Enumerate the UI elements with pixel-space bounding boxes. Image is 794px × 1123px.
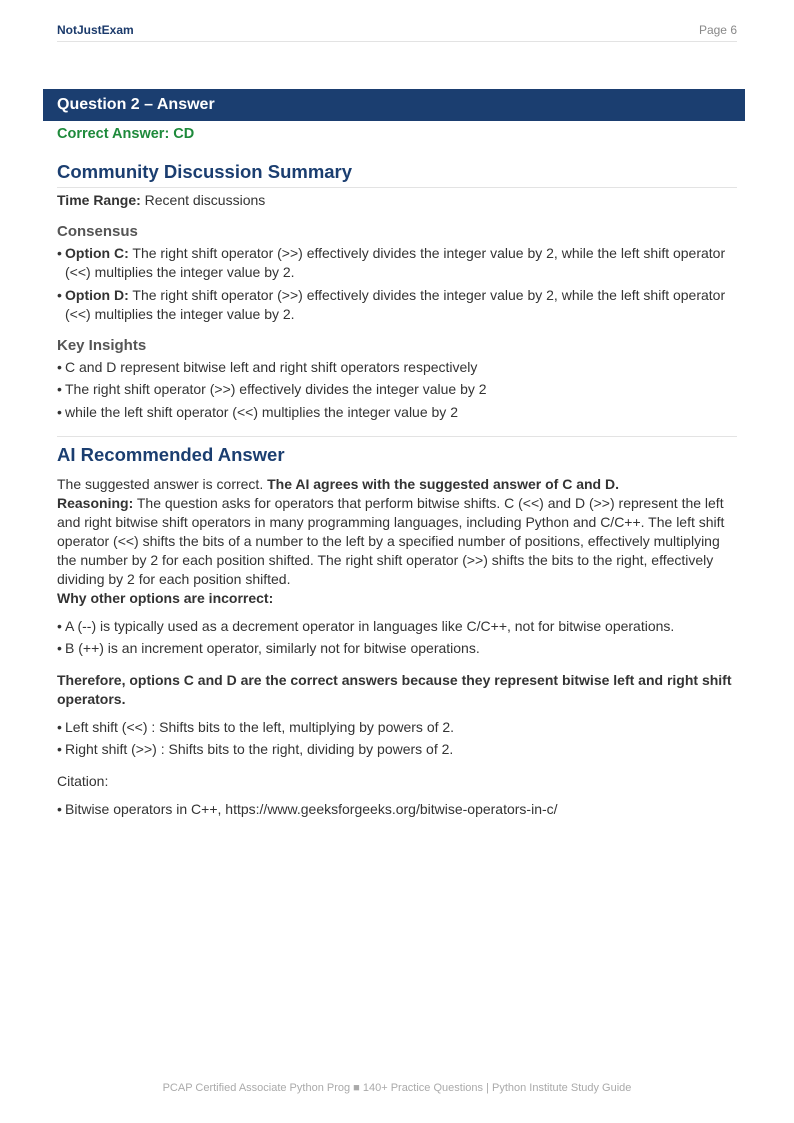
consensus-option-text: The right shift operator (>>) effectively divides the integer value by 2, while the left shift operator (<<) multiplies the integer value by 2.	[65, 245, 726, 280]
community-summary-title: Community Discussion Summary	[57, 161, 737, 188]
insight-item: • The right shift operator (>>) effectively divides the integer value by 2	[57, 380, 737, 399]
incorrect-option-item: • B (++) is an increment operator, similarly not for bitwise operations.	[57, 639, 737, 658]
why-incorrect-title	[57, 589, 737, 608]
citation-item: • Bitwise operators in C++, https://www.geeksforgeeks.org/bitwise-operators-in-c/	[57, 800, 737, 819]
spacer	[57, 608, 737, 617]
ai-intro	[57, 475, 737, 494]
ai-intro-bold: The AI agrees with the suggested answer of C and D.	[267, 475, 619, 492]
brand-name: NotJustExam	[57, 23, 134, 37]
conclusion	[57, 671, 737, 709]
consensus-item	[57, 286, 737, 324]
reasoning-label: Reasoning:	[57, 494, 134, 511]
shift-operator-item: • Right shift (>>) : Shifts bits to the right, dividing by powers of 2.	[57, 740, 737, 759]
page-content	[57, 124, 737, 822]
shift-operator-item: • Left shift (<<) : Shifts bits to the left, multiplying by powers of 2.	[57, 718, 737, 737]
consensus-option-text: The right shift operator (>>) effectively divides the integer value by 2, while the left shift operator (<<) multiplies the integer value by 2.	[65, 286, 726, 322]
why-incorrect-label: Why other options are incorrect:	[57, 589, 274, 606]
insight-item: • C and D represent bitwise left and right shift operators respectively	[57, 358, 737, 377]
page-number: Page 6	[698, 23, 737, 37]
key-insights-title: Key Insights	[57, 336, 147, 354]
spacer	[57, 709, 737, 718]
consensus-option-label: Option C:	[65, 245, 129, 261]
ai-answer-title: AI Recommended Answer	[57, 443, 285, 465]
page-header	[57, 22, 737, 42]
consensus-item	[57, 244, 737, 282]
consensus-title: Consensus	[57, 223, 138, 240]
time-range-label: Time Range:	[57, 192, 141, 208]
spacer	[57, 662, 737, 671]
section-divider	[57, 436, 737, 437]
incorrect-option-item: • A (--) is typically used as a decrement operator in languages like C/C++, not for bitwise operations.	[57, 617, 737, 636]
ai-intro-text: The suggested answer is correct.	[57, 475, 264, 492]
spacer	[57, 763, 737, 772]
conclusion-text: Therefore, options C and D are the correct answers because they represent bitwise left and right shift operators.	[57, 671, 732, 707]
citation-label: Citation:	[57, 772, 109, 789]
reasoning-text: The question asks for operators that perform bitwise shifts. C (<<) and D (>>) represent the left and right bitwise shift operators in many programming languages, including Python and C/C++. The left shift operator (<<) shifts the bits of a number to the left by a specified number of positions, effectively multiplying the number by 2 for each position shifted. The right shift operator (>>) shifts the bits to the right, effectively dividing by 2 for each position shifted.	[57, 494, 725, 587]
question-title-bar: Question 2 – Answer	[43, 89, 745, 121]
correct-answer: Correct Answer: CD	[57, 126, 195, 142]
consensus-option-label: Option D:	[65, 286, 129, 303]
page-footer: PCAP Certified Associate Python Prog ■ 140+ Practice Questions | Python Institute Study Guide	[162, 1082, 632, 1094]
spacer	[57, 791, 737, 800]
ai-reasoning	[57, 494, 737, 589]
insight-item: • while the left shift operator (<<) multiplies the integer value by 2	[57, 403, 737, 422]
time-range-value: Recent discussions	[144, 192, 266, 208]
time-range	[57, 191, 737, 210]
